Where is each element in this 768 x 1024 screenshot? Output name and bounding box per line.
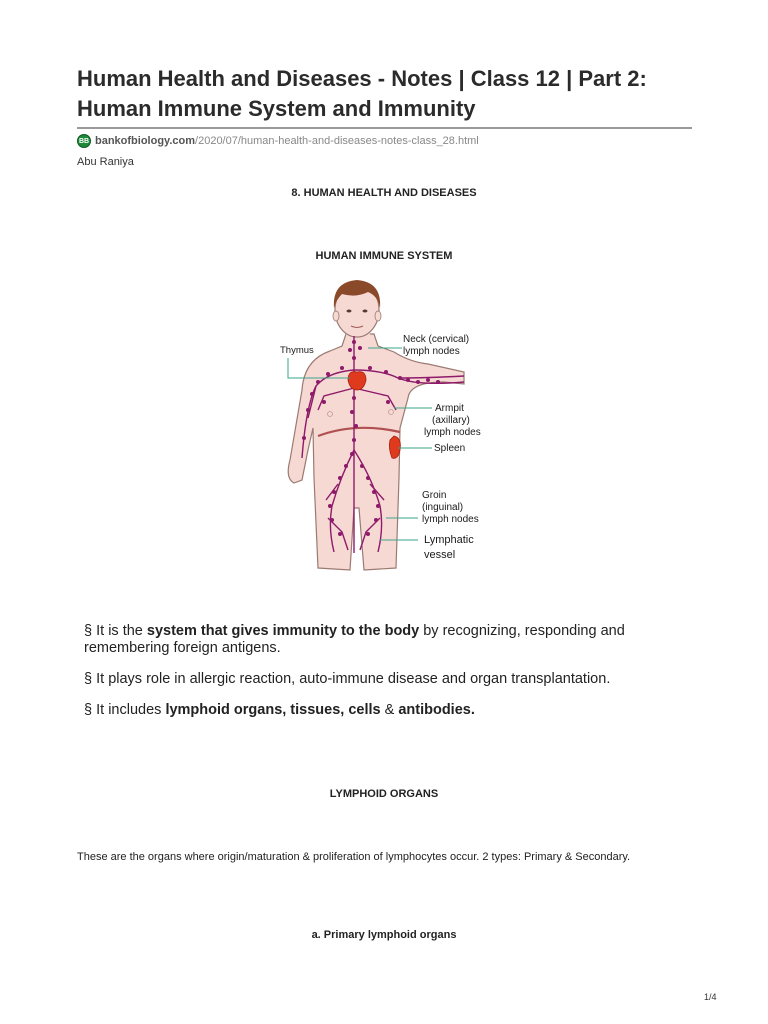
subsection-heading-primary: a. Primary lymphoid organs xyxy=(311,929,457,941)
bullet-item: § It is the system that gives immunity to the body by recognizing, responding and remembering foreign antigens. xyxy=(84,623,625,656)
source-domain-link[interactable]: bankofbiology.com xyxy=(95,135,196,147)
bullet-list xyxy=(84,623,684,733)
author-name: Abu Raniya xyxy=(77,156,134,168)
label-armpit-line3: lymph nodes xyxy=(424,427,481,438)
thymus-organ xyxy=(348,372,366,390)
chapter-heading: 8. HUMAN HEALTH AND DISEASES xyxy=(291,187,477,199)
page-number: 1/4 xyxy=(704,992,717,1002)
spleen-organ xyxy=(389,436,400,458)
label-thymus: Thymus xyxy=(280,345,314,356)
section-heading-immune-system: HUMAN IMMUNE SYSTEM xyxy=(315,250,453,262)
label-armpit-line2: (axillary) xyxy=(432,415,470,426)
lymphatic-system-diagram xyxy=(268,278,498,574)
label-spleen: Spleen xyxy=(434,443,466,454)
source-line xyxy=(77,133,479,149)
lymphoid-organs-paragraph: These are the organs where origin/maturation & proliferation of lymphocytes occur. 2 types: Primary & Secondary. xyxy=(77,851,631,863)
bullet-item: § It plays role in allergic reaction, auto-immune disease and organ transplantation. xyxy=(84,671,611,687)
label-neck-line1: Neck (cervical) xyxy=(403,334,470,345)
bullet-marker: § xyxy=(84,623,93,639)
bankofbiology-logo-icon: BB xyxy=(77,134,91,148)
label-groin-line3: lymph nodes xyxy=(422,514,479,525)
label-groin-line1: Groin xyxy=(422,490,447,501)
label-neck-line2: lymph nodes xyxy=(403,346,460,357)
page-title: Human Health and Diseases - Notes | Class 12 | Part 2: Human Immune System and Immunity xyxy=(77,66,647,121)
bullet-marker: § xyxy=(84,671,93,687)
title-divider xyxy=(77,127,692,129)
label-vessel-line1: Lymphatic xyxy=(424,534,474,546)
label-vessel-line2: vessel xyxy=(424,549,456,561)
section-heading-lymphoid-organs: LYMPHOID ORGANS xyxy=(329,788,439,800)
bullet-marker: § xyxy=(84,702,93,718)
label-groin-line2: (inguinal) xyxy=(422,502,464,513)
source-path-link[interactable]: /2020/07/human-health-and-diseases-notes-class_28.html xyxy=(195,135,479,147)
bullet-item: § It includes lymphoid organs, tissues, cells & antibodies. xyxy=(84,702,475,718)
label-armpit-line1: Armpit xyxy=(435,403,464,414)
